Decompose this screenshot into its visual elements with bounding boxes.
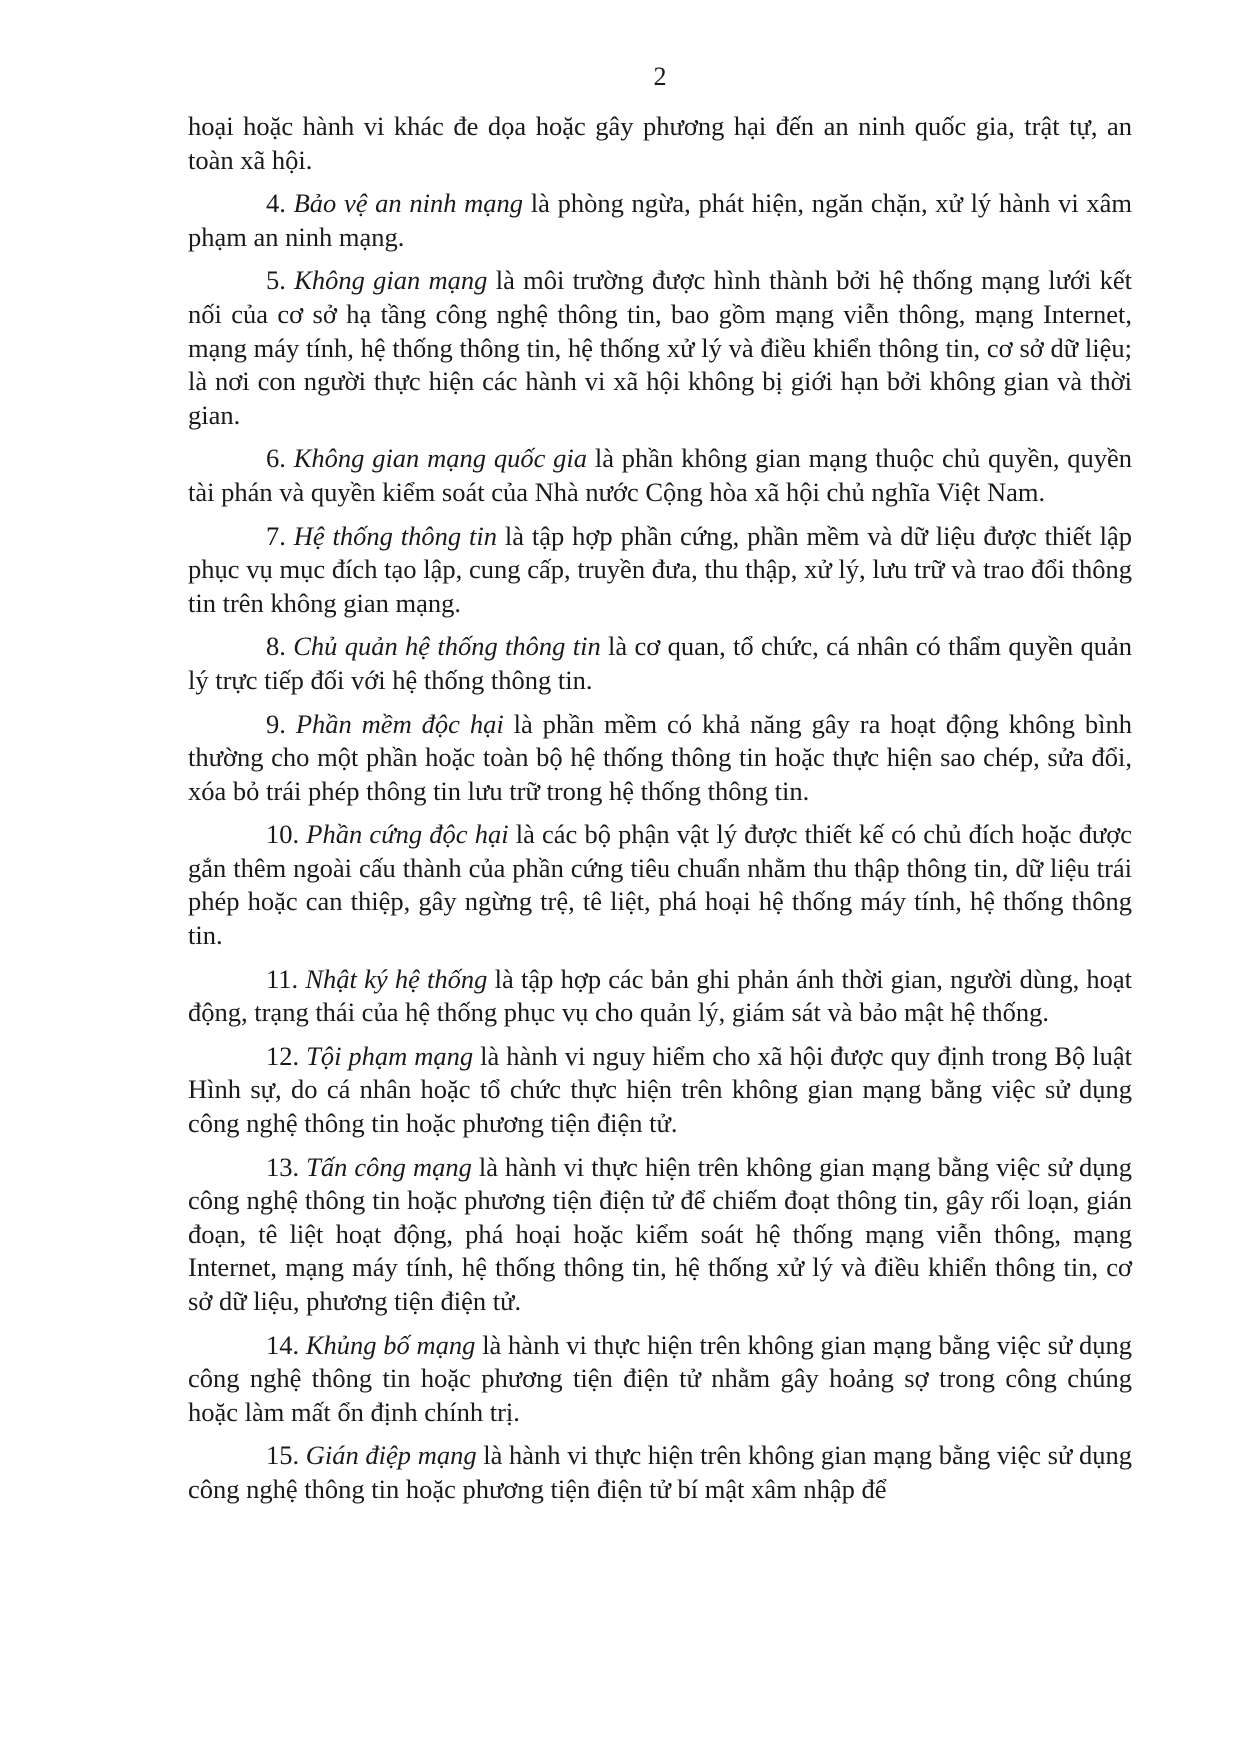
definition-item — [188, 963, 1132, 1030]
definition-text: là hành vi thực hiện trên không gian mạng bằng việc sử dụng công nghệ thông tin hoặc phương tiện điện tử nhằm gây hoảng sợ trong công chúng hoặc làm mất ổn định chính trị. — [188, 1329, 1133, 1427]
definition-item — [188, 818, 1132, 952]
definition-text: là phòng ngừa, phát hiện, ngăn chặn, xử lý hành vi xâm phạm an ninh mạng. — [188, 188, 1133, 252]
definition-number: 5. — [266, 265, 286, 296]
definition-item — [188, 630, 1132, 697]
definition-term: Tấn công mạng — [306, 1151, 472, 1182]
definition-item — [188, 1151, 1132, 1319]
definition-item — [188, 1040, 1132, 1141]
definition-term: Gián điệp mạng — [305, 1440, 477, 1471]
definition-number: 14. — [266, 1329, 300, 1360]
definition-text: là môi trường được hình thành bởi hệ thống mạng lưới kết nối của cơ sở hạ tầng công nghệ thông tin, bao gồm mạng viễn thông, mạng Internet, mạng máy tính, hệ thống thông tin, hệ thống xử lý và điều khiển thông tin, cơ sở dữ liệu; là nơi con người thực hiện các hành vi xã hội không bị giới hạn bởi không gian và thời gian. — [188, 265, 1133, 430]
definition-term: Bảo vệ an ninh mạng — [293, 188, 524, 219]
definition-number: 7. — [266, 520, 286, 551]
document-body — [188, 110, 1132, 1517]
definition-number: 9. — [266, 708, 286, 739]
definition-text: là hành vi thực hiện trên không gian mạng bằng việc sử dụng công nghệ thông tin hoặc phương tiện điện tử bí mật xâm nhập để — [188, 1440, 1133, 1504]
definition-item — [188, 1329, 1132, 1430]
definition-item — [188, 442, 1132, 509]
definition-item — [188, 187, 1132, 254]
definition-item — [188, 520, 1132, 621]
definition-number: 4. — [266, 188, 286, 219]
definition-term: Nhật ký hệ thống — [305, 963, 488, 994]
definition-number: 13. — [266, 1151, 300, 1182]
definition-number: 8. — [266, 631, 286, 662]
definition-text: là phần không gian mạng thuộc chủ quyền, quyền tài phán và quyền kiểm soát của Nhà nước Cộng hòa xã hội chủ nghĩa Việt Nam. — [188, 443, 1133, 507]
definition-number: 11. — [266, 963, 299, 994]
definition-term: Phần cứng độc hại — [306, 819, 509, 850]
definition-term: Khủng bố mạng — [305, 1329, 476, 1360]
definition-text: là tập hợp các bản ghi phản ánh thời gian, người dùng, hoạt động, trạng thái của hệ thống phục vụ cho quản lý, giám sát và bảo mật hệ thống. — [188, 963, 1133, 1028]
definitions-list — [188, 187, 1132, 1506]
definition-term: Phần mềm độc hại — [295, 708, 504, 739]
definition-text: là phần mềm có khả năng gây ra hoạt động không bình thường cho một phần hoặc toàn bộ hệ thống thông tin hoặc thực hiện sao chép, sửa đổi, xóa bỏ trái phép thông tin lưu trữ trong hệ thống thông tin. — [188, 708, 1133, 806]
definition-item — [188, 264, 1132, 432]
definition-number: 12. — [266, 1040, 300, 1071]
definition-item — [188, 1439, 1132, 1506]
definition-number: 6. — [266, 443, 286, 474]
definition-text: là các bộ phận vật lý được thiết kế có chủ đích hoặc được gắn thêm ngoài cấu thành của phần cứng tiêu chuẩn nhằm thu thập thông tin, dữ liệu trái phép hoặc can thiệp, gây ngừng trệ, tê liệt, phá hoại hệ thống máy tính, hệ thống thông tin. — [188, 819, 1133, 951]
definition-text: là hành vi nguy hiểm cho xã hội được quy định trong Bộ luật Hình sự, do cá nhân hoặc tổ chức thực hiện trên không gian mạng bằng việc sử dụng công nghệ thông tin hoặc phương tiện điện tử. — [188, 1040, 1133, 1139]
definition-term: Không gian mạng quốc gia — [293, 443, 588, 474]
definition-item — [188, 708, 1132, 809]
page-number: 2 — [653, 62, 667, 91]
definition-number: 15. — [266, 1440, 300, 1471]
definition-term: Chủ quản hệ thống thông tin — [293, 631, 601, 662]
definition-term: Không gian mạng — [294, 265, 488, 296]
definition-text: là tập hợp phần cứng, phần mềm và dữ liệu được thiết lập phục vụ mục đích tạo lập, cung cấp, truyền đưa, thu thập, xử lý, lưu trữ và trao đổi thông tin trên không gian mạng. — [188, 520, 1133, 618]
definition-term: Tội phạm mạng — [306, 1040, 474, 1071]
continuation-paragraph: hoại hoặc hành vi khác đe dọa hoặc gây phương hại đến an ninh quốc gia, trật tự, an toàn xã hội. — [188, 111, 1132, 175]
definition-text: là hành vi thực hiện trên không gian mạng bằng việc sử dụng công nghệ thông tin hoặc phương tiện điện tử để chiếm đoạt thông tin, gây rối loạn, gián đoạn, tê liệt hoạt động, phá hoại hoặc kiểm soát hệ thống mạng viễn thông, mạng Internet, mạng máy tính, hệ thống thông tin, hệ thống xử lý và điều khiển thông tin, cơ sở dữ liệu, phương tiện điện tử. — [188, 1151, 1133, 1316]
definition-term: Hệ thống thông tin — [293, 520, 498, 551]
definition-number: 10. — [266, 819, 300, 850]
definition-text: là cơ quan, tổ chức, cá nhân có thẩm quyền quản lý trực tiếp đối với hệ thống thông tin. — [188, 631, 1133, 695]
